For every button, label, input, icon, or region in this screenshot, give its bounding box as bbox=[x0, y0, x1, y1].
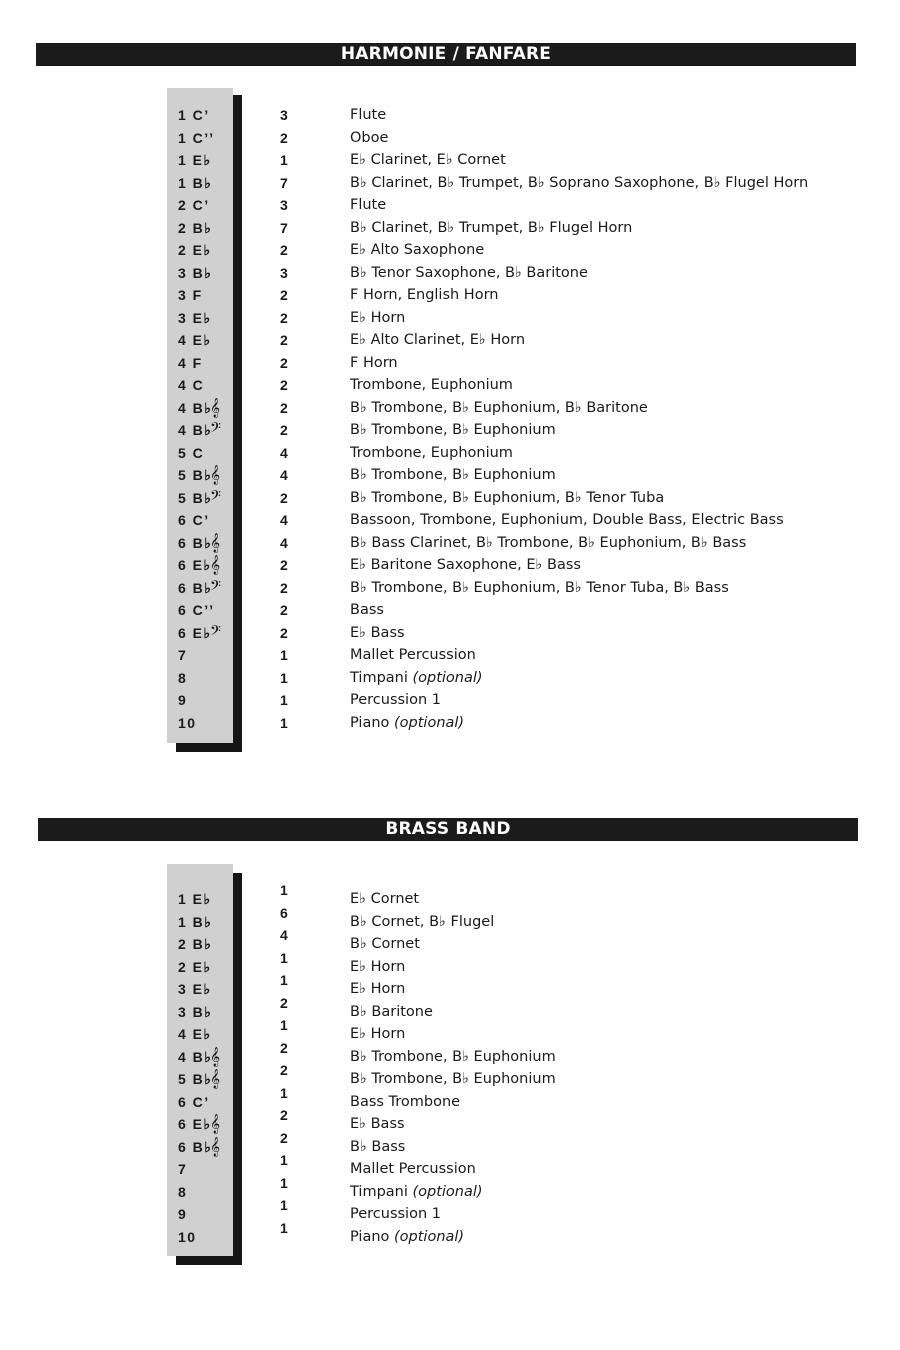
part-label: 4 F bbox=[178, 354, 203, 371]
treble-clef-icon: 𝄞 bbox=[210, 397, 221, 418]
table-row bbox=[0, 307, 900, 329]
quantity: 1 bbox=[280, 1219, 288, 1236]
table-row bbox=[0, 397, 900, 419]
instrument-name bbox=[350, 397, 870, 419]
instrument-text: Bassoon, Trombone, Euphonium, Double Bass, Electric Bass bbox=[350, 512, 784, 528]
part-label: 4 B♭ bbox=[178, 1048, 213, 1065]
instrument-name bbox=[350, 933, 870, 955]
instrument-text: Flute bbox=[350, 107, 387, 123]
instrument-text: E♭ Cornet bbox=[350, 891, 420, 907]
quantity: 2 bbox=[280, 1107, 288, 1123]
part-label: 1 E♭ bbox=[178, 891, 212, 907]
quantity: 4 bbox=[280, 467, 288, 483]
quantity: 2 bbox=[280, 129, 288, 146]
part-label: 1 C’ bbox=[178, 107, 210, 123]
instrument-name bbox=[350, 1001, 870, 1023]
part-label: 6 B♭ bbox=[178, 534, 213, 551]
instrument-text: Oboe bbox=[350, 129, 389, 146]
part-label: 2 E♭ bbox=[178, 958, 212, 975]
bass-clef-icon: 𝄢 bbox=[210, 487, 221, 508]
quantity: 2 bbox=[280, 332, 288, 348]
optional-note: (optional) bbox=[394, 714, 465, 731]
quantity: 2 bbox=[280, 242, 288, 258]
instrument-name bbox=[350, 104, 870, 126]
quantity: 2 bbox=[280, 377, 288, 393]
table-row bbox=[0, 239, 900, 261]
part-label: 2 B♭ bbox=[178, 936, 213, 952]
quantity: 2 bbox=[280, 602, 288, 618]
quantity: 1 bbox=[280, 1017, 288, 1033]
table-row bbox=[0, 554, 900, 576]
instrument-text: E♭ Clarinet, E♭ Cornet bbox=[350, 152, 506, 168]
instrument-name bbox=[350, 262, 870, 284]
treble-clef-icon: 𝄞 bbox=[210, 1136, 221, 1157]
quantity: 2 bbox=[280, 422, 288, 438]
table-row bbox=[0, 1046, 900, 1068]
quantity: 1 bbox=[280, 1084, 288, 1101]
optional-note: (optional) bbox=[394, 1228, 465, 1245]
part-label: 6 B♭ bbox=[178, 579, 213, 596]
quantity: 1 bbox=[280, 949, 288, 966]
instrument-text: B♭ Cornet bbox=[350, 936, 420, 952]
quantity: 1 bbox=[280, 972, 288, 988]
part-label: 3 E♭ bbox=[178, 309, 212, 326]
table-row bbox=[0, 712, 900, 734]
instrument-text: B♭ Tenor Saxophone, B♭ Baritone bbox=[350, 264, 588, 281]
instrument-text: B♭ Clarinet, B♭ Trumpet, B♭ Soprano Saxophone, B♭ Flugel Horn bbox=[350, 174, 809, 191]
instrument-name bbox=[350, 1091, 870, 1113]
instrument-name bbox=[350, 239, 870, 261]
instrument-text: B♭ Cornet, B♭ Flugel bbox=[350, 913, 495, 930]
table-row bbox=[0, 1023, 900, 1045]
instrument-text: B♭ Trombone, B♭ Euphonium, B♭ Tenor Tuba bbox=[350, 489, 665, 506]
quantity: 7 bbox=[280, 219, 288, 236]
part-label: 9 bbox=[178, 1206, 188, 1222]
instrument-name bbox=[350, 712, 870, 734]
section-title-brass-band: BRASS BAND bbox=[38, 818, 858, 841]
instrument-text: E♭ Alto Clarinet, E♭ Horn bbox=[350, 332, 526, 348]
table-row bbox=[0, 622, 900, 644]
part-label: 6 B♭ bbox=[178, 1138, 213, 1155]
table-row bbox=[0, 1091, 900, 1113]
table-row bbox=[0, 442, 900, 464]
quantity: 4 bbox=[280, 512, 288, 528]
quantity: 3 bbox=[280, 264, 288, 281]
part-label: 8 bbox=[178, 669, 188, 686]
instrument-name bbox=[350, 509, 870, 531]
instrument-text: Piano bbox=[350, 714, 390, 731]
quantity: 2 bbox=[280, 557, 288, 573]
part-label: 7 bbox=[178, 647, 188, 663]
part-label: 8 bbox=[178, 1183, 188, 1200]
table-row bbox=[0, 911, 900, 933]
table-row bbox=[0, 262, 900, 284]
instrument-name bbox=[350, 149, 870, 171]
part-label: 4 B♭ bbox=[178, 422, 213, 438]
instrument-text: E♭ Alto Saxophone bbox=[350, 242, 485, 258]
instrument-text: Trombone, Euphonium bbox=[350, 377, 513, 393]
instrument-text: Mallet Percussion bbox=[350, 1161, 476, 1177]
quantity: 2 bbox=[280, 624, 288, 641]
part-label: 3 B♭ bbox=[178, 264, 213, 281]
instrument-text: E♭ Horn bbox=[350, 958, 406, 975]
quantity: 4 bbox=[280, 534, 288, 551]
instrument-text: E♭ Horn bbox=[350, 1026, 406, 1042]
part-label: 1 B♭ bbox=[178, 174, 213, 191]
instrument-name bbox=[350, 644, 870, 666]
part-label: 4 E♭ bbox=[178, 332, 212, 348]
table-row bbox=[0, 487, 900, 509]
table-row bbox=[0, 172, 900, 194]
table-row bbox=[0, 127, 900, 149]
part-label: 6 C’ bbox=[178, 1093, 210, 1110]
instrument-name bbox=[350, 464, 870, 486]
bass-clef-icon: 𝄢 bbox=[210, 577, 221, 598]
table-row bbox=[0, 933, 900, 955]
instrument-text: Timpani bbox=[350, 669, 408, 686]
instrument-text: Trombone, Euphonium bbox=[350, 444, 513, 461]
instrument-name bbox=[350, 1113, 870, 1135]
instrument-name bbox=[350, 911, 870, 933]
instrument-name bbox=[350, 1136, 870, 1158]
instrument-name bbox=[350, 329, 870, 351]
instrument-name bbox=[350, 442, 870, 464]
part-label: 3 B♭ bbox=[178, 1003, 213, 1020]
instrument-text: B♭ Bass bbox=[350, 1138, 406, 1155]
table-row bbox=[0, 888, 900, 910]
quantity: 1 bbox=[280, 1174, 288, 1191]
instrument-name bbox=[350, 532, 870, 554]
quantity: 2 bbox=[280, 399, 288, 416]
part-label: 2 E♭ bbox=[178, 242, 212, 258]
instrument-name bbox=[350, 1226, 870, 1248]
treble-clef-icon: 𝄞 bbox=[210, 465, 221, 485]
instrument-name bbox=[350, 599, 870, 621]
quantity: 4 bbox=[280, 927, 288, 943]
instrument-text: B♭ Baritone bbox=[350, 1003, 433, 1020]
quantity: 6 bbox=[280, 904, 288, 921]
instrument-text: Timpani bbox=[350, 1183, 408, 1200]
instrument-text: Flute bbox=[350, 197, 387, 213]
bass-clef-icon: 𝄢 bbox=[210, 622, 221, 643]
table-row bbox=[0, 1158, 900, 1180]
quantity: 7 bbox=[280, 174, 288, 191]
instrument-text: E♭ Bass bbox=[350, 624, 405, 641]
table-row bbox=[0, 1001, 900, 1023]
quantity: 2 bbox=[280, 1129, 288, 1146]
instrument-name bbox=[350, 1046, 870, 1068]
quantity: 2 bbox=[280, 309, 288, 326]
table-row bbox=[0, 1113, 900, 1135]
treble-clef-icon: 𝄞 bbox=[210, 555, 221, 575]
quantity: 1 bbox=[280, 714, 288, 731]
part-label: 5 B♭ bbox=[178, 467, 213, 483]
table-row bbox=[0, 1226, 900, 1248]
table-row bbox=[0, 149, 900, 171]
quantity: 1 bbox=[280, 1152, 288, 1168]
part-label: 6 E♭ bbox=[178, 557, 212, 573]
instrument-name bbox=[350, 622, 870, 644]
instrument-text: B♭ Bass Clarinet, B♭ Trombone, B♭ Euphonium, B♭ Bass bbox=[350, 534, 747, 551]
table-row bbox=[0, 599, 900, 621]
table-row bbox=[0, 532, 900, 554]
instrument-name bbox=[350, 1181, 870, 1203]
instrument-name bbox=[350, 956, 870, 978]
instrument-name bbox=[350, 374, 870, 396]
table-row bbox=[0, 978, 900, 1000]
table-row bbox=[0, 1136, 900, 1158]
part-label: 1 E♭ bbox=[178, 152, 212, 168]
instrument-name bbox=[350, 487, 870, 509]
table-row bbox=[0, 217, 900, 239]
quantity: 1 bbox=[280, 1197, 288, 1213]
table-row bbox=[0, 689, 900, 711]
instrument-name bbox=[350, 554, 870, 576]
instrument-text: Percussion 1 bbox=[350, 692, 441, 708]
instrument-text: Percussion 1 bbox=[350, 1206, 441, 1222]
table-row bbox=[0, 956, 900, 978]
instrument-text: Bass bbox=[350, 602, 384, 618]
quantity: 2 bbox=[280, 489, 288, 506]
part-label: 4 C bbox=[178, 377, 205, 393]
table-row bbox=[0, 577, 900, 599]
instrument-text: Piano bbox=[350, 1228, 390, 1245]
quantity: 3 bbox=[280, 107, 288, 123]
table-row bbox=[0, 284, 900, 306]
instrument-text: B♭ Trombone, B♭ Euphonium bbox=[350, 422, 556, 438]
part-label: 9 bbox=[178, 692, 188, 708]
instrument-text: F Horn bbox=[350, 354, 398, 371]
quantity: 4 bbox=[280, 444, 288, 461]
instrument-text: E♭ Horn bbox=[350, 309, 406, 326]
part-label: 6 E♭ bbox=[178, 624, 212, 641]
table-row bbox=[0, 104, 900, 126]
part-label: 6 E♭ bbox=[178, 1116, 212, 1132]
optional-note: (optional) bbox=[412, 669, 483, 686]
treble-clef-icon: 𝄞 bbox=[210, 1069, 221, 1089]
instrument-name bbox=[350, 1068, 870, 1090]
table-row bbox=[0, 374, 900, 396]
table-row bbox=[0, 329, 900, 351]
instrument-name bbox=[350, 978, 870, 1000]
part-label: 1 B♭ bbox=[178, 913, 213, 930]
part-label: 1 C’’ bbox=[178, 129, 215, 146]
table-row bbox=[0, 667, 900, 689]
instrument-text: B♭ Trombone, B♭ Euphonium, B♭ Baritone bbox=[350, 399, 648, 416]
instrument-name bbox=[350, 667, 870, 689]
instrument-name bbox=[350, 352, 870, 374]
instrument-text: B♭ Trombone, B♭ Euphonium, B♭ Tenor Tuba, B♭ Bass bbox=[350, 579, 729, 596]
part-label: 6 C’’ bbox=[178, 602, 215, 618]
part-label: 5 C bbox=[178, 444, 205, 461]
part-label: 5 B♭ bbox=[178, 1071, 213, 1087]
part-label: 4 B♭ bbox=[178, 399, 213, 416]
table-row bbox=[0, 1181, 900, 1203]
instrument-name bbox=[350, 888, 870, 910]
quantity: 2 bbox=[280, 994, 288, 1011]
treble-clef-icon: 𝄞 bbox=[210, 532, 221, 553]
table-row bbox=[0, 1203, 900, 1225]
table-row bbox=[0, 509, 900, 531]
part-label: 3 F bbox=[178, 287, 203, 303]
table-row bbox=[0, 194, 900, 216]
instrument-name bbox=[350, 307, 870, 329]
instrument-name bbox=[350, 194, 870, 216]
quantity: 2 bbox=[280, 579, 288, 596]
instrument-name bbox=[350, 284, 870, 306]
instrument-name bbox=[350, 1203, 870, 1225]
table-row bbox=[0, 1068, 900, 1090]
instrument-text: B♭ Trombone, B♭ Euphonium bbox=[350, 1071, 556, 1087]
part-label: 2 B♭ bbox=[178, 219, 213, 236]
treble-clef-icon: 𝄞 bbox=[210, 1046, 221, 1067]
instrument-text: Bass Trombone bbox=[350, 1093, 461, 1110]
quantity: 2 bbox=[280, 354, 288, 371]
instrument-text: F Horn, English Horn bbox=[350, 287, 499, 303]
part-label: 10 bbox=[178, 714, 197, 731]
quantity: 1 bbox=[280, 152, 288, 168]
instrument-name bbox=[350, 577, 870, 599]
part-label: 7 bbox=[178, 1161, 188, 1177]
quantity: 1 bbox=[280, 647, 288, 663]
table-row bbox=[0, 352, 900, 374]
quantity: 1 bbox=[280, 669, 288, 686]
instrument-text: B♭ Trombone, B♭ Euphonium bbox=[350, 1048, 556, 1065]
instrument-name bbox=[350, 1023, 870, 1045]
quantity: 2 bbox=[280, 1062, 288, 1078]
part-label: 2 C’ bbox=[178, 197, 210, 213]
quantity: 3 bbox=[280, 197, 288, 213]
instrument-text: E♭ Horn bbox=[350, 981, 406, 997]
instrument-name bbox=[350, 419, 870, 441]
table-row bbox=[0, 464, 900, 486]
quantity: 2 bbox=[280, 1039, 288, 1056]
treble-clef-icon: 𝄞 bbox=[210, 1114, 221, 1134]
part-label: 3 E♭ bbox=[178, 981, 212, 997]
table-row bbox=[0, 419, 900, 441]
instrument-name bbox=[350, 689, 870, 711]
quantity: 1 bbox=[280, 882, 288, 898]
part-label: 5 B♭ bbox=[178, 489, 213, 506]
bass-clef-icon: 𝄢 bbox=[210, 420, 221, 440]
instrument-name bbox=[350, 1158, 870, 1180]
quantity: 2 bbox=[280, 287, 288, 303]
part-label: 6 C’ bbox=[178, 512, 210, 528]
instrument-text: E♭ Bass bbox=[350, 1116, 405, 1132]
instrument-name bbox=[350, 172, 870, 194]
instrument-name bbox=[350, 127, 870, 149]
instrument-name bbox=[350, 217, 870, 239]
instrument-text: E♭ Baritone Saxophone, E♭ Bass bbox=[350, 557, 581, 573]
instrument-text: B♭ Clarinet, B♭ Trumpet, B♭ Flugel Horn bbox=[350, 219, 633, 236]
part-label: 10 bbox=[178, 1228, 197, 1245]
optional-note: (optional) bbox=[412, 1183, 483, 1200]
part-label: 4 E♭ bbox=[178, 1026, 212, 1042]
table-row bbox=[0, 644, 900, 666]
quantity: 1 bbox=[280, 692, 288, 708]
section-title-harmonie-fanfare: HARMONIE / FANFARE bbox=[36, 43, 856, 66]
instrument-text: Mallet Percussion bbox=[350, 647, 476, 663]
instrument-text: B♭ Trombone, B♭ Euphonium bbox=[350, 467, 556, 483]
